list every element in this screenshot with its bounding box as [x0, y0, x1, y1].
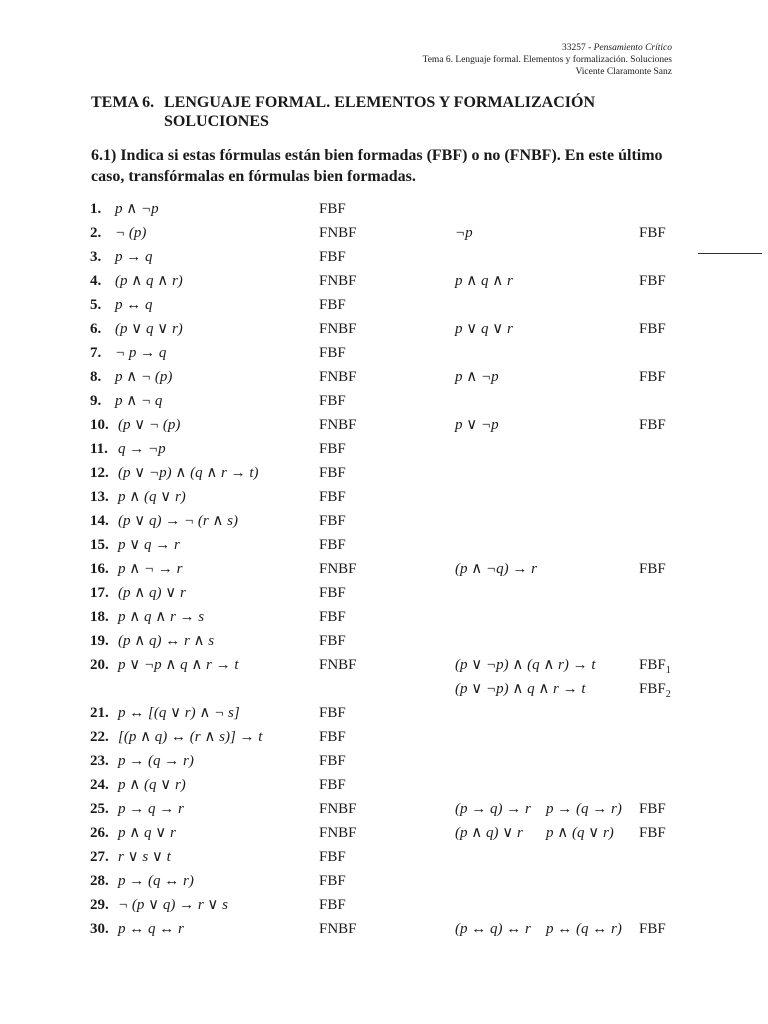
formula-status: FNBF [319, 921, 357, 937]
item-number: 21. [90, 705, 109, 721]
title-line-1: LENGUAJE FORMAL. ELEMENTOS Y FORMALIZACIÓN [164, 94, 595, 111]
item-number: 4. [90, 273, 102, 289]
item-number: 12. [90, 465, 109, 481]
formula-status: FNBF [319, 417, 357, 433]
item-number: 14. [90, 513, 109, 529]
formula-status: FBF [319, 873, 346, 889]
header-line-author: Vicente Claramonte Sanz [575, 67, 672, 77]
formula: p ∧ q ∨ r [118, 825, 176, 841]
formula: p ∧ ¬ (p) [115, 369, 173, 385]
formula: p ∧ q ∧ r → s [118, 609, 205, 625]
formula-status: FBF [319, 633, 346, 649]
formula: r ∨ s ∨ t [118, 849, 171, 865]
item-number: 27. [90, 849, 109, 865]
formula: p ∧ ¬ q [115, 393, 163, 409]
page-title [91, 93, 595, 131]
item-number: 23. [90, 753, 109, 769]
corrected-formula: (p → q) → r [455, 801, 531, 817]
header-line-course [423, 42, 672, 54]
corrected-formula: (p ∧ ¬q) → r [455, 561, 537, 577]
corrected-formula: ¬p [455, 225, 473, 241]
formula: (p ∧ q) ∨ r [118, 585, 186, 601]
header-course-code: 33257 - [561, 43, 594, 53]
item-number: 3. [90, 249, 102, 265]
item-number: 16. [90, 561, 109, 577]
formula: ¬ (p ∨ q) → r ∨ s [118, 897, 228, 913]
formula-status: FBF [319, 609, 346, 625]
corrected-formula: p ∨ q ∨ r [455, 321, 513, 337]
corrected-formula: (p ∧ q) ∨ r [455, 825, 523, 841]
item-number: 6. [90, 321, 102, 337]
corrected-status: FBF [639, 825, 666, 841]
formula-status: FBF [319, 753, 346, 769]
item-number: 11. [90, 441, 108, 457]
formula-status: FBF [319, 585, 346, 601]
formula-status: FNBF [319, 801, 357, 817]
corrected-formula: p ∧ q ∧ r [455, 273, 513, 289]
formula: p ↔ [(q ∨ r) ∧ ¬ s] [118, 705, 240, 721]
item-number: 26. [90, 825, 109, 841]
formula-status: FNBF [319, 321, 357, 337]
title-line-2: SOLUCIONES [164, 113, 269, 130]
header-course-name: Pensamiento Crítico [593, 43, 672, 53]
formula: ¬ p → q [115, 345, 167, 361]
formula: (p ∨ ¬ (p) [118, 417, 181, 433]
formula: p → (q ↔ r) [118, 873, 194, 889]
item-number: 29. [90, 897, 109, 913]
formula-status: FBF [319, 393, 346, 409]
formula-status: FBF [319, 513, 346, 529]
item-number: 13. [90, 489, 109, 505]
header-line-topic: Tema 6. Lenguaje formal. Elementos y formalización. Soluciones [422, 55, 672, 65]
item-number: 2. [90, 225, 102, 241]
formula-status: FNBF [319, 369, 357, 385]
formula: p ↔ q ↔ r [118, 921, 184, 937]
corrected-status: $FBF_2$ [639, 681, 671, 700]
item-number: 9. [90, 393, 102, 409]
corrected-formula: (p ∨ ¬p) ∧ q ∧ r → t [455, 681, 586, 697]
corrected-formula: p ∧ ¬p [455, 369, 499, 385]
formula-status: FBF [319, 897, 346, 913]
formula-status: FBF [319, 249, 346, 265]
item-number: 5. [90, 297, 102, 313]
formula-status: FBF [319, 777, 346, 793]
formula: p ∨ q → r [118, 537, 180, 553]
corrected-status: FBF [639, 225, 666, 241]
formula: p → (q → r) [118, 753, 194, 769]
corrected-status: FBF [639, 321, 666, 337]
formula: p ∧ (q ∨ r) [118, 777, 186, 793]
formula: p ∧ (q ∨ r) [118, 489, 186, 505]
corrected-formula: (p ↔ q) ↔ r [455, 921, 531, 937]
formula-status: FBF [319, 201, 346, 217]
item-number: 17. [90, 585, 109, 601]
item-number: 30. [90, 921, 109, 937]
formula: (p ∨ q) → ¬ (r ∧ s) [118, 513, 238, 529]
item-number: 19. [90, 633, 109, 649]
formula: p ↔ q [115, 297, 153, 313]
item-number: 8. [90, 369, 102, 385]
formula: p → q → r [118, 801, 184, 817]
formula-status: FBF [319, 489, 346, 505]
item-number: 7. [90, 345, 102, 361]
formula-status: FBF [319, 729, 346, 745]
item-number: 10. [90, 417, 109, 433]
item-number: 24. [90, 777, 109, 793]
title-label: TEMA 6. [91, 94, 155, 111]
formula: p ∨ ¬p ∧ q ∧ r → t [118, 657, 239, 673]
formula: (p ∨ ¬p) ∧ (q ∧ r → t) [118, 465, 259, 481]
corrected-status-index: 1 [665, 665, 671, 676]
formula: (p ∧ q) ↔ r ∧ s [118, 633, 215, 649]
formula-status: FBF [319, 537, 346, 553]
corrected-formula: p ∨ ¬p [455, 417, 499, 433]
corrected-status: FBF [639, 417, 666, 433]
item-number: 25. [90, 801, 109, 817]
item-number: 20. [90, 657, 109, 673]
item-number: 18. [90, 609, 109, 625]
formula-status: FBF [319, 345, 346, 361]
item-number: 28. [90, 873, 109, 889]
corrected-formula: (p ∨ ¬p) ∧ (q ∧ r) → t [455, 657, 596, 673]
corrected-status: FBF [639, 921, 666, 937]
corrected-status-index: 2 [665, 689, 671, 700]
corrected-formula-alt: p ∧ (q ∨ r) [546, 825, 614, 841]
corrected-status: FBF [639, 801, 666, 817]
corrected-formula-alt: p → (q → r) [546, 801, 622, 817]
formula: (p ∨ q ∨ r) [115, 321, 183, 337]
formula: p ∧ ¬p [115, 201, 159, 217]
item-number: 22. [90, 729, 109, 745]
item-number: 1. [90, 201, 102, 217]
formula-status: FNBF [319, 825, 357, 841]
item-number: 15. [90, 537, 109, 553]
formula-status: FBF [319, 849, 346, 865]
formula-status: FBF [319, 297, 346, 313]
formula-status: FNBF [319, 225, 357, 241]
formula-status: FNBF [319, 273, 357, 289]
formula-status: FBF [319, 441, 346, 457]
corrected-status: FBF [639, 369, 666, 385]
corrected-formula-alt: p ↔ (q ↔ r) [546, 921, 622, 937]
formula: q → ¬p [118, 441, 166, 457]
formula: ¬ (p) [115, 225, 147, 241]
exercise-question: 6.1) Indica si estas fórmulas están bien formadas (FBF) o no (FNBF). En este último caso, transfórmalas en fórmulas bien formadas. [91, 147, 663, 185]
formula: p → q [115, 249, 153, 265]
margin-line [698, 253, 762, 254]
formula-status: FBF [319, 465, 346, 481]
formula-status: FNBF [319, 657, 357, 673]
page-header [423, 42, 672, 78]
formula-status: FBF [319, 705, 346, 721]
formula: p ∧ ¬ → r [118, 561, 183, 577]
corrected-status: FBF [639, 561, 666, 577]
formula-status: FNBF [319, 561, 357, 577]
corrected-status: $FBF_1$ [639, 657, 671, 676]
corrected-status: FBF [639, 273, 666, 289]
formula: [(p ∧ q) ↔ (r ∧ s)] → t [118, 729, 263, 745]
formula: (p ∧ q ∧ r) [115, 273, 183, 289]
